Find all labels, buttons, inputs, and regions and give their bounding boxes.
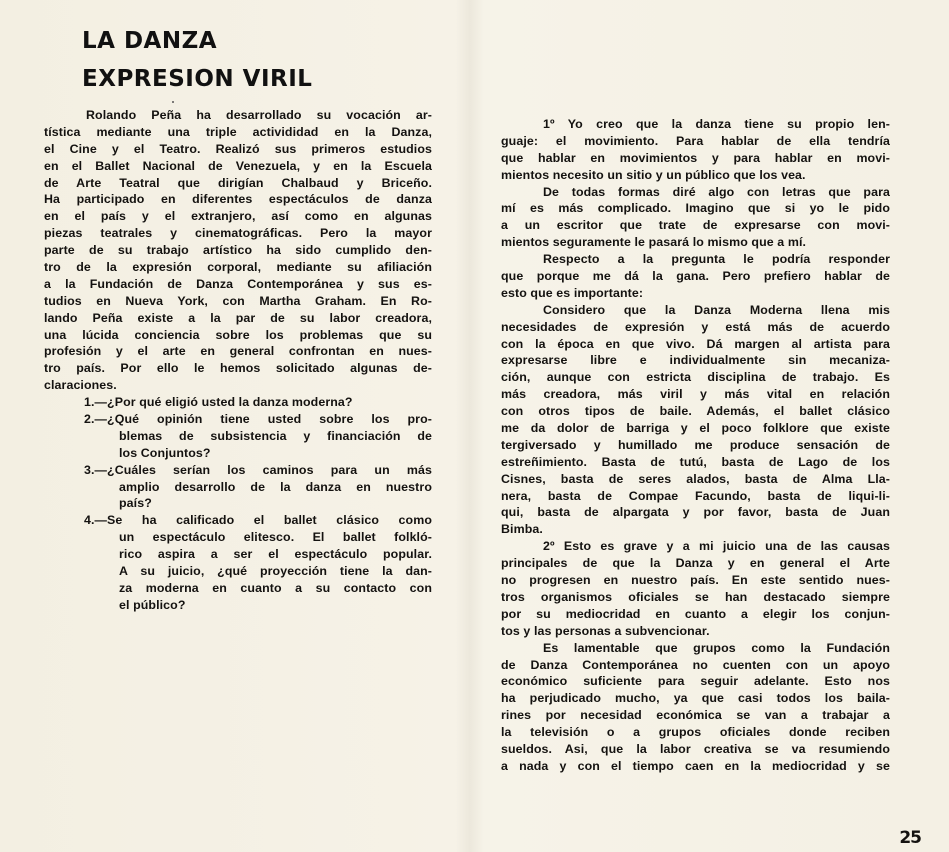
question-item	[44, 394, 432, 411]
text-line: esto que es importante:	[501, 285, 644, 300]
question-line: za moderna en cuanto a su contacto con	[119, 580, 432, 595]
text-line: a nada y con el tiempo caen en la mediocridad y se	[501, 758, 890, 773]
question-line: A su juicio, ¿qué proyección tiene la dan-	[119, 564, 432, 579]
question-number: 3.—	[84, 462, 108, 477]
text-line: estreñimiento. Basta de tutú, basta de Lago de los	[501, 454, 890, 469]
intro-paragraph	[44, 107, 432, 394]
text-line: Ha participado en diferentes espectáculos de danza	[44, 192, 432, 207]
text-line: sueldos. Asi, que la labor creativa se va resumiendo	[501, 741, 890, 756]
text-line: qui, basta de alpargata y por favor, basta de Juan	[501, 505, 890, 520]
text-line: lando Peña existe a la par de su labor creadora,	[44, 310, 432, 325]
text-line: ción, aunque con estricta disciplina de trabajo. Es	[501, 370, 890, 385]
text-line: a un escritor que trate de expresarse con movi-	[501, 218, 890, 233]
text-line: a la Fundación de Danza Contemporánea y sus es-	[44, 276, 432, 291]
question-first-line	[44, 411, 432, 428]
question-list	[44, 394, 432, 614]
text-line: ha perjudicado mucho, ya que casi todos los baila-	[501, 691, 890, 706]
title-line-1: LA DANZA	[82, 28, 218, 54]
question-text: ¿Por qué eligió usted la danza moderna?	[107, 395, 353, 410]
text-line: en el Ballet Nacional de Venezuela, y en la Escuela	[44, 158, 432, 173]
text-line: el Cine y el Teatro. Realizó sus primeros estudios	[44, 141, 432, 156]
text-line: tro de la expresión corporal, mediante su afiliación	[44, 260, 432, 275]
text-line: de Arte Teatral que dirigían Chalbaud y Briceño.	[44, 175, 432, 190]
text-line: con la época en que vivo. Dá margen al artista para	[501, 336, 890, 351]
text-line: De todas formas diré algo con letras que para	[543, 184, 890, 199]
question-number: 4.—	[84, 513, 108, 528]
question-text: ¿Cuáles serían los caminos para un más	[107, 462, 432, 477]
question-item	[44, 462, 432, 513]
text-line: tro país. Por ello le hemos solicitado algunas de-	[44, 361, 432, 376]
question-item	[44, 512, 432, 613]
text-line: que hablar en movimientos y para hablar en movi-	[501, 150, 890, 165]
question-line: amplio desarrollo de la danza en nuestro	[119, 479, 432, 494]
text-line: mientos seguramente le pasará lo mismo que a mí.	[501, 235, 807, 250]
text-line: en el país y el extranjero, así como en algunas	[44, 209, 432, 224]
article-title	[82, 22, 312, 98]
question-first-line	[44, 462, 432, 479]
text-line: guaje: el movimiento. Para hablar de ella tendría	[501, 133, 890, 148]
question-line: los Conjuntos?	[119, 445, 211, 460]
text-line: necesidades de expresión y está más de acuerdo	[501, 319, 890, 334]
text-line: nera, basta de Compae Facundo, basta de liqui-li-	[501, 488, 890, 503]
right-column	[501, 116, 890, 775]
question-line: un espectáculo elitesco. El ballet folkló-	[119, 530, 432, 545]
text-line: tudios en Nueva York, con Martha Graham. En Ro-	[44, 293, 432, 308]
text-line: por su mediocridad en cuanto a elegir los conjun-	[501, 606, 890, 621]
question-line: blemas de subsistencia y financiación de	[119, 428, 432, 443]
question-item	[44, 411, 432, 462]
question-number: 2.—	[84, 412, 108, 427]
question-text: ¿Qué opinión tiene usted sobre los pro-	[107, 412, 432, 427]
question-line: el público?	[119, 597, 186, 612]
text-line: me da dolor de barriga y el poco folklore que existe	[501, 421, 890, 436]
text-line: tergiversado y humillado me produce sensación de	[501, 437, 890, 452]
text-line: mientos necesito un sitio y un público que los vea.	[501, 167, 806, 182]
text-line: Es lamentable que grupos como la Fundación	[543, 640, 890, 655]
text-line: expresarse libre e individualmente sin mecaniza-	[501, 353, 890, 368]
text-line: mí es más complicado. Imagino que si yo le pido	[501, 201, 890, 216]
text-line: Respecto a la pregunta le podría responder	[543, 252, 890, 267]
text-line: más creadora, más viril y más vital en relación	[501, 387, 890, 402]
text-line: tística mediante una triple activididad en la Danza,	[44, 124, 432, 139]
text-line: Considero que la Danza Moderna llena mis	[543, 302, 890, 317]
text-line: profesión y el arte en general confrontan en nues-	[44, 344, 432, 359]
question-first-line	[44, 512, 432, 529]
text-line: principales de que la Danza y en general el Arte	[501, 556, 890, 571]
question-number: 1.—	[84, 395, 108, 410]
text-line: parte de su trabajo artístico ha sido cumplido den-	[44, 243, 432, 258]
text-line: la televisión o a grupos oficiales donde reciben	[501, 725, 890, 740]
print-speck	[172, 101, 174, 103]
text-line: de Danza Contemporánea no cuenten con un apoyo	[501, 657, 890, 672]
text-line: piezas teatrales y cinematográficas. Pero la mayor	[44, 226, 432, 241]
answer-text	[501, 116, 890, 775]
text-line: Cisnes, basta de seres alados, basta de Alma Lla-	[501, 471, 890, 486]
question-line: país?	[119, 496, 152, 511]
text-line: 1º Yo creo que la danza tiene su propio len-	[543, 117, 890, 131]
question-line: rico aspira a ser el espectáculo popular.	[119, 547, 432, 562]
text-line: 2º Esto es grave y a mi juicio una de las causas	[543, 539, 890, 554]
text-line: Rolando Peña ha desarrollado su vocación ar-	[86, 108, 432, 122]
text-line: rines por necesidad económica se van a trabajar a	[501, 708, 890, 723]
text-line: Bimba.	[501, 522, 543, 537]
text-line: tos y las personas a subvencionar.	[501, 623, 710, 638]
text-line: no progresen en nuestro país. En este sentido nues-	[501, 573, 890, 588]
question-first-line	[44, 394, 432, 411]
text-line: que porque me dá la gana. Pero prefiero hablar de	[501, 269, 890, 284]
text-line: con otros tipos de baile. Además, el ballet clásico	[501, 404, 890, 419]
title-line-2: EXPRESION VIRIL	[82, 66, 313, 92]
text-line: económico suficiente para seguir adelante. Esto nos	[501, 674, 890, 689]
left-column	[44, 107, 432, 614]
text-line: claraciones.	[44, 378, 117, 393]
text-line: una lúcida conciencia sobre los problemas que su	[44, 327, 432, 342]
question-text: Se ha calificado el ballet clásico como	[107, 513, 432, 528]
text-line: tros organismos oficiales se han destacado siempre	[501, 589, 890, 604]
page-number: 25	[899, 828, 921, 848]
